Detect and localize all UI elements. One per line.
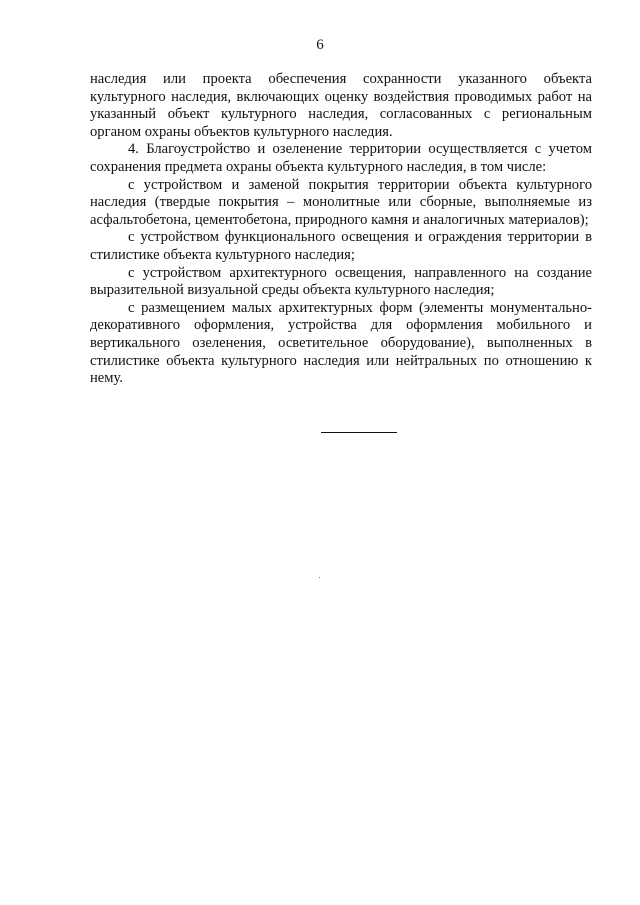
paragraph-architectural-lighting: с устройством архитектурного освещения, направленного на создание выразительной визуальной среды объекта культурного наследия;: [90, 264, 592, 299]
document-body: [90, 71, 592, 388]
paragraph-item-4: 4. Благоустройство и озеленение территории осуществляется с учетом сохранения предмета охраны объекта культурного наследия, в том числе:: [90, 141, 592, 175]
paragraph-continuation: наследия или проекта обеспечения сохранности указанного объекта культурного наследия, включающих оценку воздействия проводимых работ на указанный объект культурного наследия, согласованных с региональным органом охраны объектов культурного наследия.: [90, 71, 592, 140]
end-of-document-rule: [321, 432, 397, 433]
paragraph-functional-lighting: с устройством функционального освещения и ограждения территории в стилистике объекта культурного наследия;: [90, 229, 592, 263]
paragraph-small-architectural-forms: с размещением малых архитектурных форм (элементы монументально-декоративного оформления, устройства для оформления мобильного и вертикального озеленения, осветительное оборудование), выполненных в стилистике объекта культурного наследия или нейтральных по отношению к нему.: [90, 299, 592, 387]
paragraph-pavement: с устройством и заменой покрытия территории объекта культурного наследия (твердые покрытия – монолитные или сборные, выполняемые из асфальтобетона, цементобетона, природного камня и аналогичных материалов);: [90, 176, 592, 228]
scan-speck: [319, 577, 320, 578]
page-number: 6: [316, 37, 324, 53]
